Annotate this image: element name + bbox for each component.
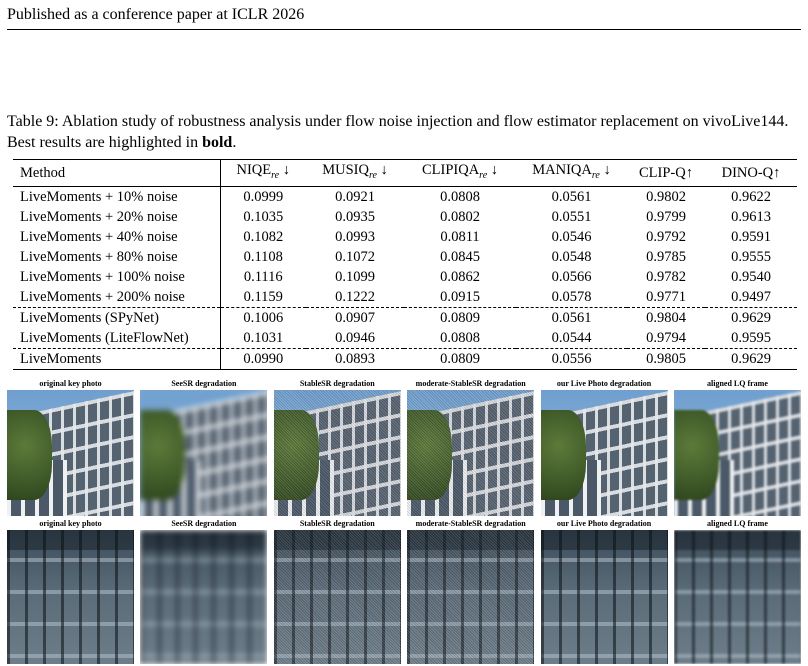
panel-label: SeeSR degradation	[171, 379, 237, 388]
table-body	[13, 186, 797, 369]
method-cell: LiveMoments + 20% noise	[13, 207, 220, 227]
column-header	[516, 160, 627, 187]
value-cell: 0.0546	[551, 228, 592, 245]
panel-label: original key photo	[39, 379, 102, 388]
value-cell: 0.0845	[440, 248, 480, 265]
results-table	[13, 159, 797, 370]
table-row	[13, 307, 797, 328]
value-cell: 0.0551	[551, 208, 592, 225]
caption-text: Table 9: Ablation study of robustness analysis under flow noise injection and flow estimator replacement on vivoLive144. Best results are highlighted in	[7, 113, 789, 151]
value-cell: 0.9804	[627, 307, 705, 328]
photo-content	[407, 390, 534, 516]
photo-content	[541, 390, 668, 516]
column-header	[705, 160, 797, 187]
value-cell: 0.0808	[440, 188, 480, 205]
table-row	[13, 287, 797, 308]
value-cell: 0.1082	[243, 228, 284, 245]
value-cell: 0.0999	[243, 188, 284, 205]
column-header	[220, 160, 306, 187]
value-cell: 0.1072	[335, 248, 375, 265]
value-cell: 0.1222	[335, 288, 375, 305]
value-cell: 0.0808	[440, 329, 480, 346]
panel-label: moderate-StableSR degradation	[415, 379, 526, 388]
column-header-subscript: re	[591, 169, 600, 181]
value-cell: 0.0802	[440, 208, 480, 225]
photo-content	[274, 390, 401, 516]
column-header	[13, 160, 220, 187]
caption-suffix: .	[232, 134, 237, 151]
panel-label: StableSR degradation	[299, 519, 375, 528]
column-header-subscript: re	[271, 169, 280, 181]
figure-panel	[541, 378, 668, 516]
value-cell: 0.0811	[440, 228, 480, 245]
facade-closeup-photo	[7, 530, 134, 664]
value-cell: 0.0556	[516, 348, 627, 369]
table-row	[13, 247, 797, 267]
caption-bold-word: bold	[202, 134, 233, 151]
value-cell: 0.0548	[551, 248, 592, 265]
facade-closeup-photo	[407, 530, 534, 664]
value-cell: 0.9497	[731, 288, 771, 305]
figure-panel	[274, 518, 401, 664]
facade-closeup-photo	[541, 530, 668, 664]
figure-panel	[7, 378, 134, 516]
value-cell: 0.9629	[705, 307, 797, 328]
photo-content	[541, 530, 668, 664]
value-cell: 0.9540	[731, 268, 771, 285]
photo-content	[407, 530, 534, 664]
column-header-name: MUSIQ	[322, 162, 369, 178]
building-photo	[274, 390, 401, 516]
method-cell: LiveMoments + 10% noise	[13, 186, 220, 207]
value-cell: 0.0921	[335, 188, 375, 205]
panel-label: original key photo	[39, 519, 102, 528]
value-cell: 0.1031	[243, 329, 284, 346]
value-cell: 0.0561	[516, 307, 627, 328]
method-cell: LiveMoments	[13, 348, 220, 369]
table-row	[13, 328, 797, 349]
building-photo	[407, 390, 534, 516]
panel-label: our Live Photo degradation	[556, 519, 652, 528]
photo-content	[674, 390, 801, 516]
facade-closeup-photo	[274, 530, 401, 664]
value-cell: 0.0915	[440, 288, 480, 305]
value-cell: 0.9613	[731, 208, 771, 225]
figure-panel	[274, 378, 401, 516]
panel-label: aligned LQ frame	[707, 519, 768, 528]
photo-content	[674, 530, 801, 664]
column-header-name: CLIPIQA	[421, 162, 480, 178]
value-cell: 0.9595	[731, 329, 771, 346]
column-header-subscript: re	[479, 169, 488, 181]
value-cell: 0.0907	[306, 307, 404, 328]
photo-content	[7, 390, 134, 516]
value-cell: 0.1006	[220, 307, 306, 328]
method-cell: LiveMoments + 200% noise	[13, 287, 220, 308]
facade-closeup-photo	[674, 530, 801, 664]
figure-row-2	[7, 518, 801, 664]
column-header	[627, 160, 705, 187]
method-cell: LiveMoments (LiteFlowNet)	[13, 328, 220, 349]
header-rule	[7, 29, 801, 30]
value-cell: 0.9799	[646, 208, 686, 225]
value-cell: 0.1099	[335, 268, 375, 285]
figure-panel	[140, 378, 267, 516]
figure-panel	[674, 378, 801, 516]
table-row	[13, 227, 797, 247]
value-cell: 0.9805	[627, 348, 705, 369]
value-cell: 0.0544	[551, 329, 592, 346]
photo-content	[140, 530, 267, 664]
method-cell: LiveMoments (SPyNet)	[13, 307, 220, 328]
value-cell: 0.0993	[335, 228, 375, 245]
method-cell: LiveMoments + 80% noise	[13, 247, 220, 267]
table-row	[13, 267, 797, 287]
value-cell: 0.0893	[306, 348, 404, 369]
value-cell: 0.9792	[646, 228, 686, 245]
column-header-arrow: ↓	[279, 162, 290, 178]
column-header-subscript: re	[368, 169, 377, 181]
column-header-arrow: ↓	[376, 162, 388, 178]
method-cell: LiveMoments + 100% noise	[13, 267, 220, 287]
running-header: Published as a conference paper at ICLR 2026	[7, 6, 305, 23]
figure-panel	[7, 518, 134, 664]
value-cell: 0.9785	[646, 248, 686, 265]
value-cell: 0.9555	[731, 248, 771, 265]
table-row	[13, 348, 797, 369]
panel-label: moderate-StableSR degradation	[415, 519, 526, 528]
photo-content	[140, 390, 267, 516]
panel-label: our Live Photo degradation	[556, 379, 652, 388]
value-cell: 0.1116	[243, 268, 283, 285]
value-cell: 0.0809	[404, 307, 516, 328]
figure-panel	[541, 518, 668, 664]
value-cell: 0.9802	[646, 188, 686, 205]
value-cell: 0.9629	[705, 348, 797, 369]
value-cell: 0.0946	[335, 329, 375, 346]
photo-content	[7, 530, 134, 664]
table-row	[13, 186, 797, 207]
value-cell: 0.0566	[551, 268, 592, 285]
column-header-arrow: ↓	[487, 162, 499, 178]
building-photo	[140, 390, 267, 516]
building-photo	[674, 390, 801, 516]
value-cell: 0.9782	[646, 268, 686, 285]
figure-panel	[407, 378, 534, 516]
figure-panel	[407, 518, 534, 664]
value-cell: 0.0809	[404, 348, 516, 369]
table-row	[13, 207, 797, 227]
facade-closeup-photo	[140, 530, 267, 664]
panel-label: aligned LQ frame	[707, 379, 768, 388]
method-cell: LiveMoments + 40% noise	[13, 227, 220, 247]
value-cell: 0.9591	[731, 228, 771, 245]
figure-panel	[674, 518, 801, 664]
value-cell: 0.0862	[440, 268, 480, 285]
figure-panel	[140, 518, 267, 664]
photo-content	[274, 530, 401, 664]
value-cell: 0.0561	[551, 188, 592, 205]
column-header	[306, 160, 404, 187]
column-header-name: NIQE	[236, 162, 272, 178]
figure-row-1	[7, 378, 801, 516]
value-cell: 0.1035	[243, 208, 284, 225]
value-cell: 0.0935	[335, 208, 375, 225]
building-photo	[7, 390, 134, 516]
value-cell: 0.0990	[220, 348, 306, 369]
value-cell: 0.9771	[646, 288, 686, 305]
column-header-arrow: ↓	[599, 162, 611, 178]
column-header-name: CLIP-Q↑	[639, 164, 693, 181]
table-header-row	[13, 160, 797, 187]
table-caption	[7, 111, 803, 153]
value-cell: 0.1108	[243, 248, 283, 265]
panel-label: SeeSR degradation	[171, 519, 237, 528]
value-cell: 0.0578	[551, 288, 592, 305]
column-header-name: Method	[20, 164, 66, 181]
column-header	[404, 160, 516, 187]
column-header-name: DINO-Q↑	[721, 164, 781, 181]
building-photo	[541, 390, 668, 516]
panel-label: StableSR degradation	[299, 379, 375, 388]
value-cell: 0.9794	[646, 329, 686, 346]
value-cell: 0.1159	[243, 288, 283, 305]
value-cell: 0.9622	[731, 188, 771, 205]
column-header-name: MANIQA	[532, 162, 592, 178]
